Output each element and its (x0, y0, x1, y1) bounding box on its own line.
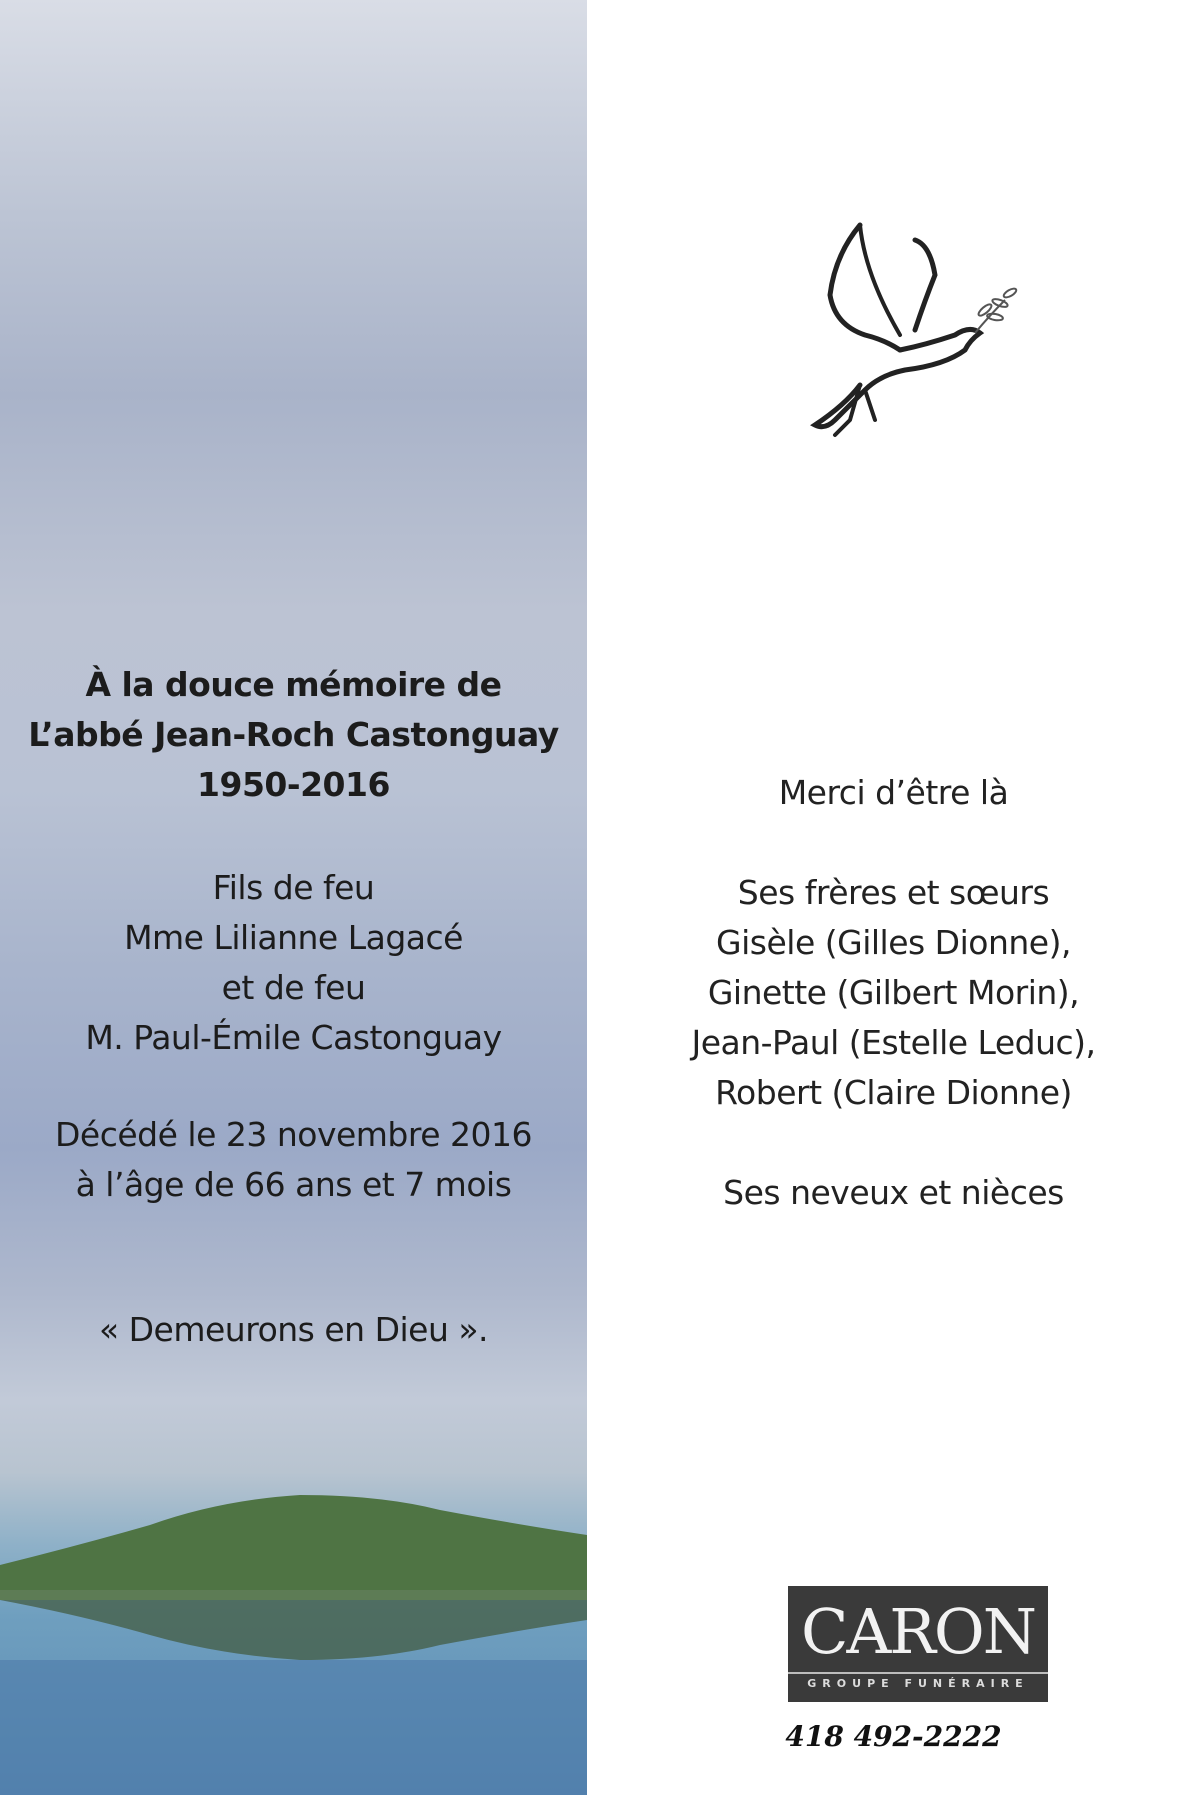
nephews-nieces: Ses neveux et nièces (723, 1173, 1064, 1212)
deceased-name: L’abbé Jean-Roch Castonguay (28, 715, 559, 754)
memorial-heading: À la douce mémoire de (85, 665, 502, 704)
portrait-photo (70, 95, 510, 635)
logo-name: CARON (801, 1595, 1035, 1668)
sibling-item: Ginette (Gilbert Morin), (707, 973, 1080, 1012)
memorial-panel (0, 0, 587, 1795)
dove-with-olive-branch-icon (805, 215, 1035, 465)
death-age: à l’âge de 66 ans et 7 mois (75, 1165, 512, 1204)
logo-tagline: GROUPE FUNÉRAIRE (807, 1677, 1029, 1690)
funeral-home-phone: 418 492-2222 (785, 1720, 1002, 1753)
thanks-title: Merci d’être là (778, 773, 1009, 812)
death-date: Décédé le 23 novembre 2016 (55, 1115, 532, 1154)
sibling-item: Jean-Paul (Estelle Leduc), (691, 1023, 1096, 1062)
sibling-item: Gisèle (Gilles Dionne), (716, 923, 1071, 962)
lake-landscape (0, 1440, 587, 1795)
sibling-item: Robert (Claire Dionne) (715, 1073, 1072, 1112)
parents-line: et de feu (221, 968, 366, 1007)
caron-logo (788, 1586, 1048, 1702)
life-years: 1950-2016 (197, 765, 390, 804)
parents-line: Fils de feu (212, 868, 375, 907)
parents-line: M. Paul-Émile Castonguay (85, 1018, 502, 1057)
parents-line: Mme Lilianne Lagacé (124, 918, 463, 957)
quote: « Demeurons en Dieu ». (98, 1310, 489, 1349)
family-intro: Ses frères et sœurs (737, 873, 1050, 912)
